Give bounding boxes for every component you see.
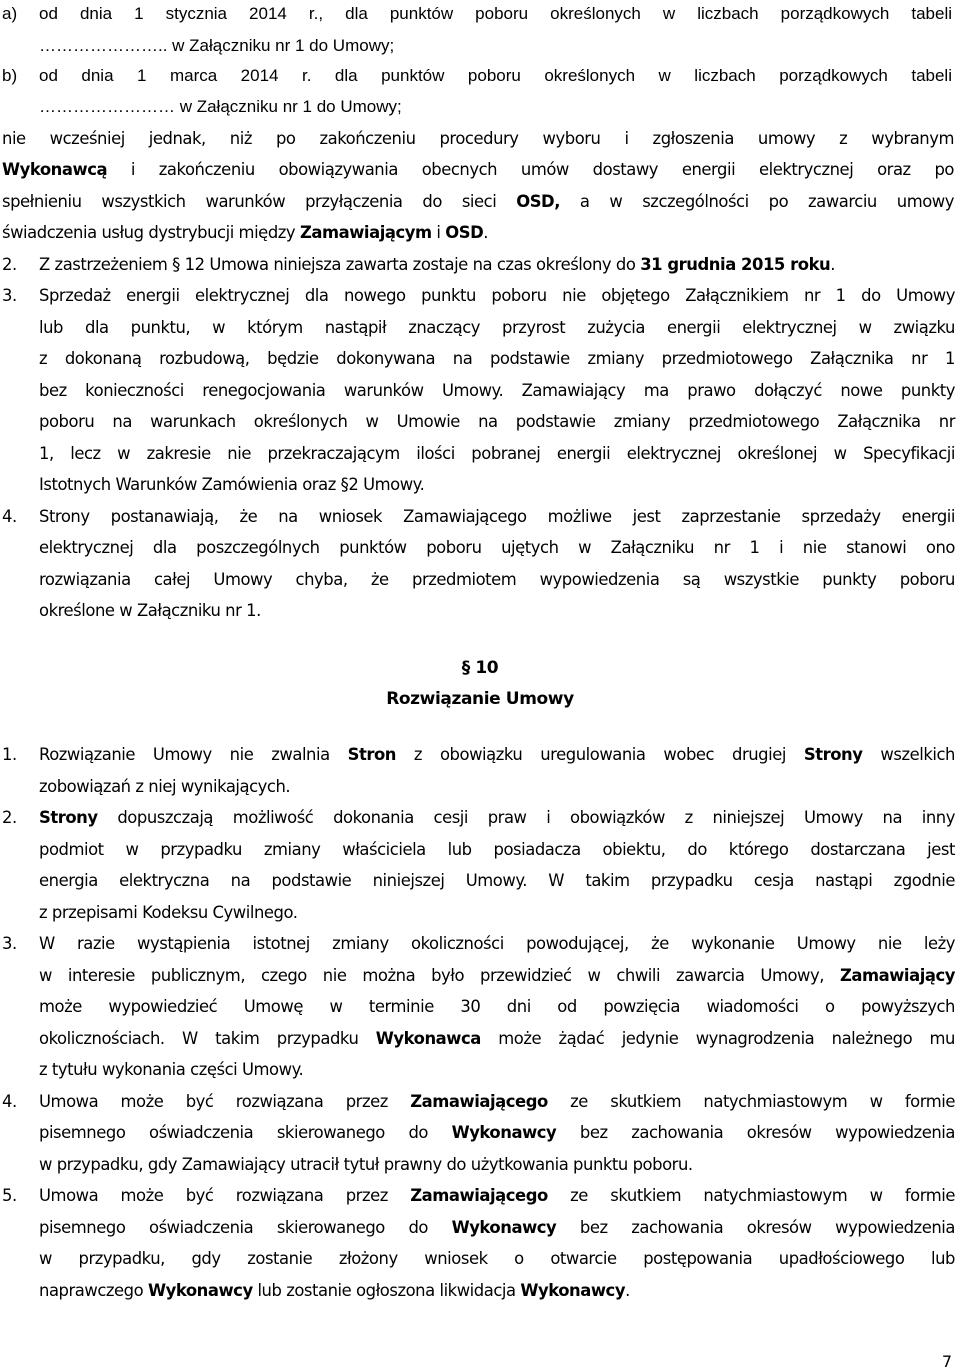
point-line-2: elektrycznej dla poszczególnych punktów poboru ujętych w Załączniku nr 1 i nie stanowi ono (39, 538, 955, 557)
osd-bold: OSD, (516, 192, 560, 211)
point-text-c: . (830, 255, 836, 274)
intro-line-4-text-c: i (431, 223, 446, 242)
list-item-b-marker: b) (2, 66, 18, 85)
point-text-a: Z zastrzeżeniem § 12 Umowa niniejsza zawarta zostaje na czas określony do (39, 255, 641, 274)
list-item-a-marker: a) (2, 4, 18, 23)
zamawiajacego-bold: Zamawiającego (410, 1186, 548, 1205)
point-line-2 (39, 966, 955, 986)
section-number: § 10 (461, 658, 499, 678)
text-a: Umowa może być rozwiązana przez (39, 1186, 411, 1205)
zamawiajacego-bold: Zamawiającego (410, 1092, 548, 1111)
point-line-4: z przepisami Kodeksu Cywilnego. (39, 903, 298, 922)
point-number: 2. (2, 255, 17, 274)
point-number: 2. (2, 808, 17, 827)
point-line-1 (39, 1092, 955, 1112)
text-a: pisemnego oświadczenia skierowanego do (39, 1218, 452, 1237)
intro-line-4 (2, 223, 488, 243)
text-c: może żądać jedynie wynagrodzenia należnego mu (480, 1029, 955, 1048)
zamawiajacym-bold: Zamawiającym (299, 223, 432, 242)
wykonawca-bold: Wykonawca (375, 1029, 481, 1048)
list-item-b-line1: od dnia 1 marca 2014 r. dla punktów poboru określonych w liczbach porządkowych tabeli (39, 66, 952, 85)
point-line-1: Strony postanawiają, że na wniosek Zamawiającego możliwe jest zaprzestanie sprzedaży energii (39, 507, 955, 526)
point-number: 3. (2, 934, 17, 953)
list-item-b-line2: …………………… w Załączniku nr 1 do Umowy; (39, 97, 402, 116)
wykonawca-bold: Wykonawcą (2, 160, 108, 179)
point-line-3: może wypowiedzieć Umowę w terminie 30 dni od powzięcia wiadomości o powyższych (39, 997, 955, 1016)
wykonawcy-bold: Wykonawcy (451, 1218, 557, 1237)
text-e: . (625, 1281, 630, 1300)
intro-line-3 (2, 192, 954, 212)
point-line-3: w przypadku, gdy Zamawiający utracił tytuł prawny do użytkowania punktu poboru. (39, 1155, 693, 1174)
text-c: ze skutkiem natychmiastowym w formie (547, 1186, 956, 1205)
point-line-2 (39, 1218, 955, 1238)
point-line-4: określone w Załączniku nr 1. (39, 601, 261, 620)
point-line-3: rozwiązania całej Umowy chyba, że przedmiotem wypowiedzenia są wszystkie punkty poboru (39, 570, 955, 589)
intro-line-1: nie wcześniej jednak, niż po zakończeniu procedury wyboru i zgłoszenia umowy z wybranym (2, 129, 954, 148)
point-line-5: z tytułu wykonania części Umowy. (39, 1060, 304, 1079)
point-line-4: bez konieczności renegocjowania warunków Umowy. Zamawiający ma prawo dołączyć nowe punkty (39, 381, 955, 400)
point-line-1 (39, 745, 955, 765)
section-title: Rozwiązanie Umowy (386, 689, 574, 709)
point-line-3: w przypadku, gdy zostanie złożony wniosek o otwarcie postępowania upadłościowego lub (39, 1249, 955, 1268)
point-line-1: W razie wystąpienia istotnej zmiany okoliczności powodującej, że wykonanie Umowy nie leży (39, 934, 955, 953)
stron-bold: Stron (347, 745, 396, 764)
text-a: Umowa może być rozwiązana przez (39, 1092, 411, 1111)
point-line-6: 1, lecz w zakresie nie przekraczającym ilości pobranej energii elektrycznej określonej w Specyfikacji (39, 444, 955, 463)
text-c: z obowiązku uregulowania wobec drugiej (396, 745, 804, 764)
list-item-a-line2: ………………….. w Załączniku nr 1 do Umowy; (39, 36, 395, 55)
point-number: 3. (2, 286, 17, 305)
wykonawcy-bold-2: Wykonawcy (520, 1281, 626, 1300)
point-line-2: zobowiązań z niej wynikających. (39, 777, 291, 796)
intro-line-2-text: i zakończeniu obowiązywania obecnych umów dostawy energii elektrycznej oraz po (107, 160, 954, 179)
point-line-4 (39, 1029, 955, 1049)
wykonawcy-bold: Wykonawcy (451, 1123, 557, 1142)
list-item-a-line1: od dnia 1 stycznia 2014 r., dla punktów poboru określonych w liczbach porządkowych tabeli (39, 4, 952, 23)
point-text (39, 255, 835, 275)
point-line-1: Sprzedaż energii elektrycznej dla nowego punktu poboru nie objętego Załącznikiem nr 1 do Umowy (39, 286, 955, 305)
intro-line-4-text-e: . (483, 223, 488, 242)
end-date-bold: 31 grudnia 2015 roku (640, 255, 831, 274)
text-a: w interesie publicznym, czego nie można było przewidzieć w chwili zawarcia Umowy, (39, 966, 840, 985)
text-c: bez zachowania okresów wypowiedzenia (556, 1123, 955, 1142)
point-number: 4. (2, 1092, 17, 1111)
point-number: 1. (2, 745, 17, 764)
point-line-2: podmiot w przypadku zmiany właściciela lub posiadacza obiektu, do którego dostarczana jest (39, 840, 955, 859)
text-a: Rozwiązanie Umowy nie zwalnia (39, 745, 348, 764)
intro-line-3-text-a: spełnieniu wszystkich warunków przyłączenia do sieci (2, 192, 517, 211)
point-line-1 (39, 808, 955, 828)
page-number: 7 (941, 1352, 952, 1371)
point-line-3: energia elektryczna na podstawie niniejszej Umowy. W takim przypadku cesja nastąpi zgodnie (39, 871, 955, 890)
text-c: lub zostanie ogłoszona likwidacja (252, 1281, 521, 1300)
point-line-7: Istotnych Warunków Zamówienia oraz §2 Umowy. (39, 475, 425, 494)
point-line-2 (39, 1123, 955, 1143)
text-a: pisemnego oświadczenia skierowanego do (39, 1123, 452, 1142)
text-a: okolicznościach. W takim przypadku (39, 1029, 376, 1048)
strony-bold: Strony (803, 745, 863, 764)
point-number: 4. (2, 507, 17, 526)
text-c: bez zachowania okresów wypowiedzenia (556, 1218, 955, 1237)
text-c: ze skutkiem natychmiastowym w formie (547, 1092, 956, 1111)
text-a: naprawczego (39, 1281, 148, 1300)
point-line-4 (39, 1281, 630, 1301)
intro-line-3-text-c: a w szczególności po zawarciu umowy (560, 192, 954, 211)
point-number: 5. (2, 1186, 17, 1205)
osd-bold-2: OSD (445, 223, 484, 242)
wykonawcy-bold: Wykonawcy (147, 1281, 253, 1300)
text-e: wszelkich (862, 745, 955, 764)
point-line-2: lub dla punktu, w którym nastąpił znaczący przyrost zużycia energii elektrycznej w związku (39, 318, 955, 337)
text-b: dopuszczają możliwość dokonania cesji praw i obowiązków z niniejszej Umowy na inny (97, 808, 955, 827)
point-line-1 (39, 1186, 955, 1206)
point-line-3: z dokonaną rozbudową, będzie dokonywana na podstawie zmiany przedmiotowego Załącznika nr 1 (39, 349, 955, 368)
intro-line-4-text-a: świadczenia usług dystrybucji między (2, 223, 300, 242)
intro-line-2 (2, 160, 954, 180)
point-line-5: poboru na warunkach określonych w Umowie na podstawie zmiany przedmiotowego Załącznika nr (39, 412, 955, 431)
zamawiajacy-bold: Zamawiający (839, 966, 955, 985)
strony-bold: Strony (39, 808, 98, 827)
